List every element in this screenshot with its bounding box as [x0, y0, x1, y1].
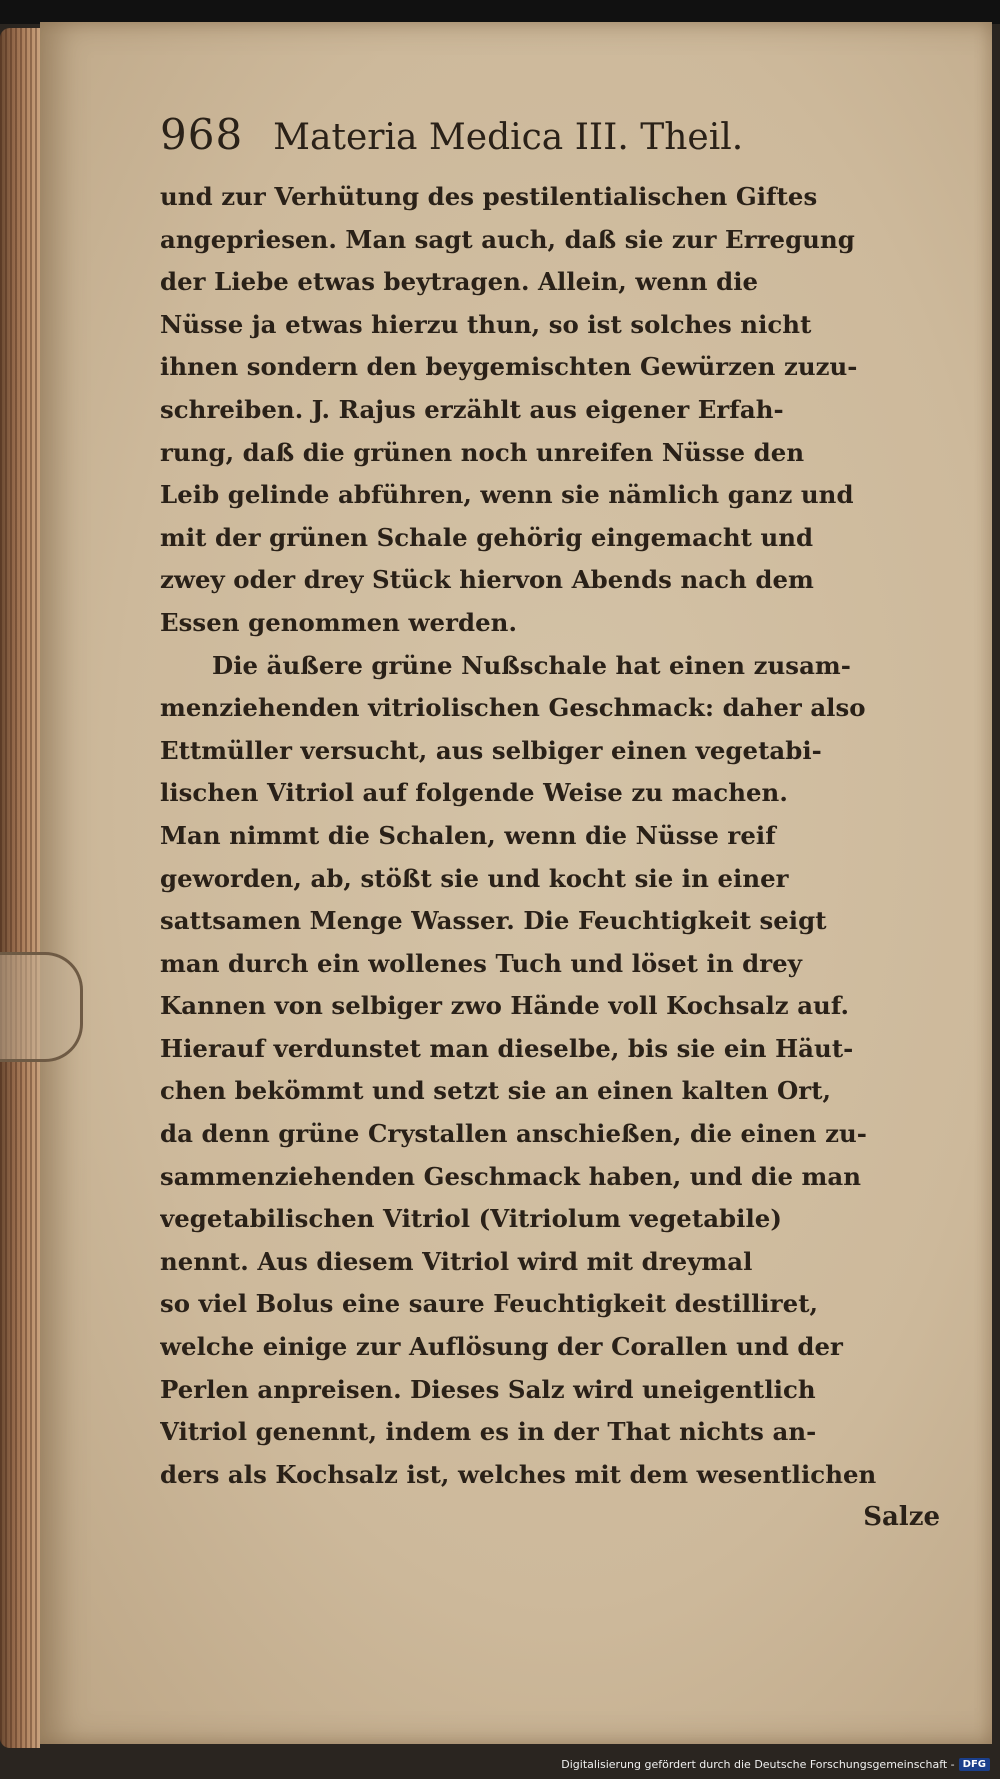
text-line: menziehenden vitriolischen Geschmack: daher also [160, 693, 866, 723]
text-line: der Liebe etwas beytragen. Allein, wenn die [160, 267, 759, 297]
page-clip-tab [0, 952, 83, 1062]
text-line: Hierauf verdunstet man dieselbe, bis sie ein Häut- [160, 1033, 854, 1063]
book-page-edges [0, 28, 40, 1748]
text-line: Vitriol genennt, indem es in der That nichts an- [160, 1417, 817, 1447]
text-line: Essen genommen werden. [160, 607, 517, 637]
page-number: 968 [160, 110, 244, 159]
digitization-credit: Digitalisierung gefördert durch die Deutsche Forschungsgemeinschaft - [561, 1757, 955, 1771]
text-line: nennt. Aus diesem Vitriol wird mit dreymal [160, 1246, 753, 1276]
text-line: chen bekömmt und setzt sie an einen kalten Ort, [160, 1076, 832, 1106]
digitization-footer [561, 1755, 990, 1773]
text-line: ders als Kochsalz ist, welches mit dem wesentlichen [160, 1459, 877, 1489]
text-line: lischen Vitriol auf folgende Weise zu machen. [160, 778, 788, 808]
running-title: Materia Medica III. Theil. [273, 117, 744, 158]
text-line: Die äußere grüne Nußschale hat einen zusam- [212, 650, 851, 680]
page-content [160, 110, 955, 1538]
dfg-logo: DFG [959, 1758, 990, 1771]
text-line: geworden, ab, stößt sie und kocht sie in einer [160, 863, 789, 893]
text-line: mit der grünen Schale gehörig eingemacht und [160, 522, 814, 552]
scan-top-edge [0, 0, 1000, 24]
text-line: so viel Bolus eine saure Feuchtigkeit destilliret, [160, 1289, 819, 1319]
text-line: und zur Verhütung des pestilentialischen Giftes [160, 182, 818, 211]
text-line: Ettmüller versucht, aus selbiger einen vegetabi- [160, 735, 822, 765]
text-line: ihnen sondern den beygemischten Gewürzen zuzu- [160, 352, 858, 382]
text-line: Nüsse ja etwas hierzu thun, so ist solches nicht [160, 309, 812, 339]
running-header [160, 110, 955, 168]
text-line: Man nimmt die Schalen, wenn die Nüsse reif [160, 820, 776, 850]
text-line: schreiben. J. Rajus erzählt aus eigener Erfah- [160, 394, 784, 424]
text-line: sammenziehenden Geschmack haben, und die man [160, 1161, 862, 1191]
text-line: zwey oder drey Stück hiervon Abends nach dem [160, 565, 814, 595]
text-line: welche einige zur Auflösung der Corallen und der [160, 1332, 843, 1362]
text-line: angepriesen. Man sagt auch, daß sie zur Erregung [160, 224, 855, 254]
text-line: man durch ein wollenes Tuch und löset in drey [160, 948, 802, 978]
text-line: Kannen von selbiger zwo Hände voll Kochsalz auf. [160, 991, 850, 1021]
text-line: vegetabilischen Vitriol (Vitriolum vegetabile) [160, 1204, 782, 1234]
text-line: Perlen anpreisen. Dieses Salz wird uneigentlich [160, 1374, 816, 1404]
text-line: Leib gelinde abführen, wenn sie nämlich ganz und [160, 480, 854, 510]
body-text [160, 176, 955, 1496]
catchword: Salze [863, 1502, 940, 1533]
text-line: sattsamen Menge Wasser. Die Feuchtigkeit seigt [160, 906, 827, 936]
text-line: rung, daß die grünen noch unreifen Nüsse den [160, 437, 805, 467]
text-line: da denn grüne Crystallen anschießen, die einen zu- [160, 1119, 867, 1149]
